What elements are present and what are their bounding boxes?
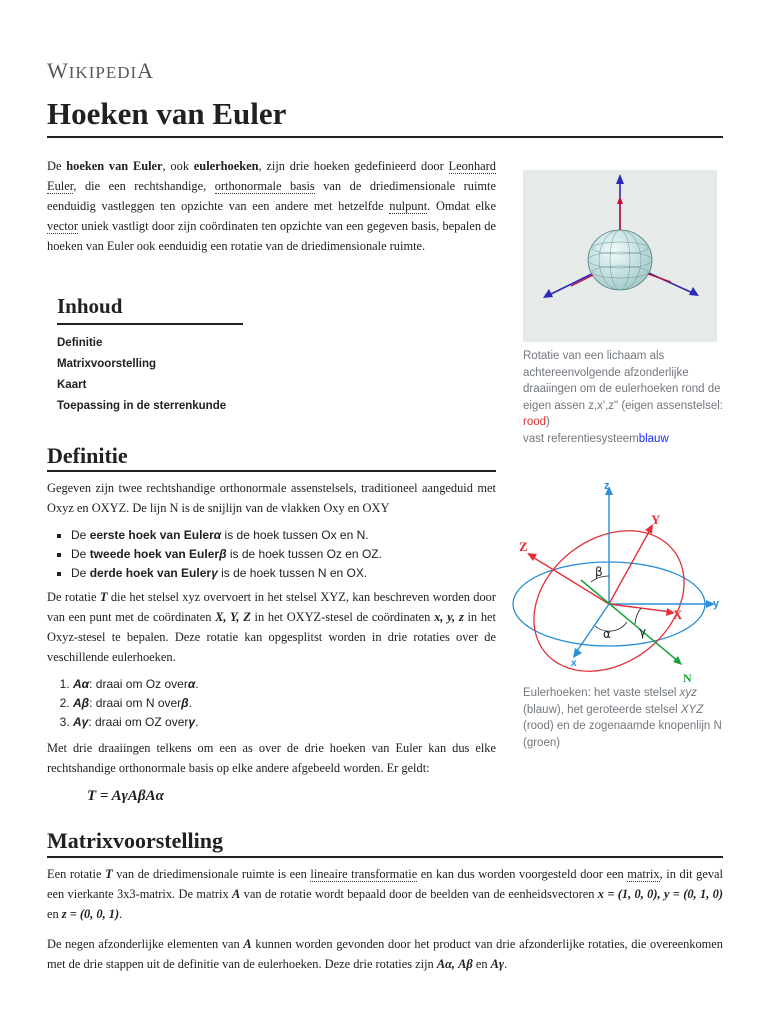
term-hoeken-van-euler: hoeken van Euler <box>66 159 163 173</box>
link-lineaire-transformatie[interactable]: lineaire transformatie <box>310 867 418 881</box>
link-matrix[interactable]: matrix <box>627 867 660 881</box>
figure-rotation <box>523 170 723 447</box>
figure-euler-caption: Eulerhoeken: het vaste stelsel xyz (blauw), het geroteerde stelsel XYZ (rood) en de zogenaamde knopenlijn N (groen) <box>523 687 722 749</box>
list-item: ▪ De derde hoek van Eulerγ is de hoek tussen N en OX. <box>71 564 511 583</box>
term-eulerhoeken: eulerhoeken <box>193 159 259 173</box>
label-X: X <box>673 607 683 622</box>
link-leonhard-euler[interactable]: Leonhard Euler <box>47 159 497 193</box>
definitie-paragraph-3: Met drie draaiingen telkens om een as over de drie hoeken van Euler kan dus elke rechtshandige orthonormale basis op elke andere afgebeeld worden. Er geldt: <box>47 741 496 775</box>
list-item: ▪ De tweede hoek van Eulerβ is de hoek tussen Oz en OZ. <box>71 545 511 564</box>
matrix-paragraph-2: De negen afzonderlijke elementen van A kunnen worden gevonden door het product van drie afzonderlijke rotaties, die overeenkomen met de drie stappen uit de definitie van de eulerhoeken. Deze drie rotaties zijn Aα, Aβ en Aγ. <box>47 937 723 971</box>
heading-definitie: Definitie <box>47 443 128 468</box>
label-z: z <box>604 480 610 492</box>
label-N: N <box>683 671 692 682</box>
matrix-paragraph-1: Een rotatie T van de driedimensionale ruimte is een lineaire transformatie en kan dus worden voorgesteld door een matrix, in dit geval een vierkante 3x3-matrix. De matrix A van de rotatie wordt bepaald door de beelden van de eenheidsvectoren x = (1, 0, 0), y = (0, 1, 0) en z = (0, 0, 1). <box>47 867 724 921</box>
definitie-divider <box>47 470 496 472</box>
link-orthonormale-basis[interactable]: orthonormale basis <box>214 179 315 193</box>
definitie-paragraph-1: Gegeven zijn twee rechtshandige orthonormale assenstelsels, traditioneel aangeduid met Oxyz en OXYZ. De lijn N is de snijlijn van de vlakken Oxy en OXY <box>47 481 496 515</box>
toc-item-definitie[interactable]: Definitie <box>57 337 103 349</box>
label-alpha: α <box>603 627 611 641</box>
label-Z: Z <box>519 539 528 554</box>
logo-w: W <box>47 58 69 83</box>
rotation-steps-list <box>53 675 493 732</box>
rotation-formula: T = AγAβAα <box>87 788 164 804</box>
heading-matrixvoorstelling: Matrixvoorstelling <box>47 828 223 853</box>
list-item: 3. Aγ: draai om OZ overγ. <box>73 713 493 732</box>
list-item: ▪ De eerste hoek van Eulerα is de hoek tussen Ox en N. <box>71 526 511 545</box>
title-divider <box>47 136 723 138</box>
logo-a: A <box>137 58 155 83</box>
label-gamma: γ <box>639 625 647 639</box>
definitie-paragraph-2: De rotatie T die het stelsel xyz overvoert in het stelsel XYZ, kan beschreven worden door van een punt met de coördinaten X, Y, Z in het OXYZ-stesel de coördinaten x, y, z in het Oxyz-stesel te bepalen. Deze rotatie kan opgesplitst worden in drie rotaties over de veschillende eulerhoeken. <box>47 590 496 664</box>
list-item: 1. Aα: draai om Oz overα. <box>73 675 493 694</box>
table-of-contents <box>57 294 243 417</box>
figure-euler-angles <box>511 476 723 751</box>
label-x: x <box>571 658 577 669</box>
figure-rotation-caption: Rotatie van een lichaam als achtereenvolgende afzonderlijke draaiingen om de eulerhoeken rond de eigen assen z,x',z" (eigen assenstelsel: rood) vast referentiesysteemblauw <box>523 350 723 445</box>
label-y: y <box>713 598 720 610</box>
euler-angle-list <box>53 526 511 583</box>
matrix-divider <box>47 856 723 858</box>
toc-item-sterrenkunde[interactable]: Toepassing in de sterrenkunde <box>57 400 227 412</box>
list-item: 2. Aβ: draai om N overβ. <box>73 694 493 713</box>
page-title: Hoeken van Euler <box>47 96 287 131</box>
logo-text: IKIPEDI <box>68 63 138 82</box>
intro-paragraph: De hoeken van Euler, ook eulerhoeken, zijn drie hoeken gedefinieerd door Leonhard Euler, die een rechtshandige, orthonormale basis van de driedimensionale ruimte eenduidig vastleggen ten opzichte van een andere met hetzelfde nulpunt. Omdat elke vector uniek vastligt door zijn coördinaten ten opzichte van een gegeven basis, bepalen de hoeken van Euler ook eenduidig een rotatie van de driedimensionale ruimte. <box>47 159 497 253</box>
rotation-sphere-image <box>523 170 717 342</box>
toc-item-matrixvoorstelling[interactable]: Matrixvoorstelling <box>57 358 157 370</box>
toc-title: Inhoud <box>57 294 243 325</box>
wikipedia-logo[interactable] <box>47 58 154 84</box>
link-vector[interactable]: vector <box>47 219 78 233</box>
link-nulpunt[interactable]: nulpunt <box>389 199 428 213</box>
euler-angles-diagram <box>511 476 723 682</box>
toc-item-kaart[interactable]: Kaart <box>57 379 87 391</box>
label-Y: Y <box>651 512 661 527</box>
label-beta: β <box>595 565 603 579</box>
